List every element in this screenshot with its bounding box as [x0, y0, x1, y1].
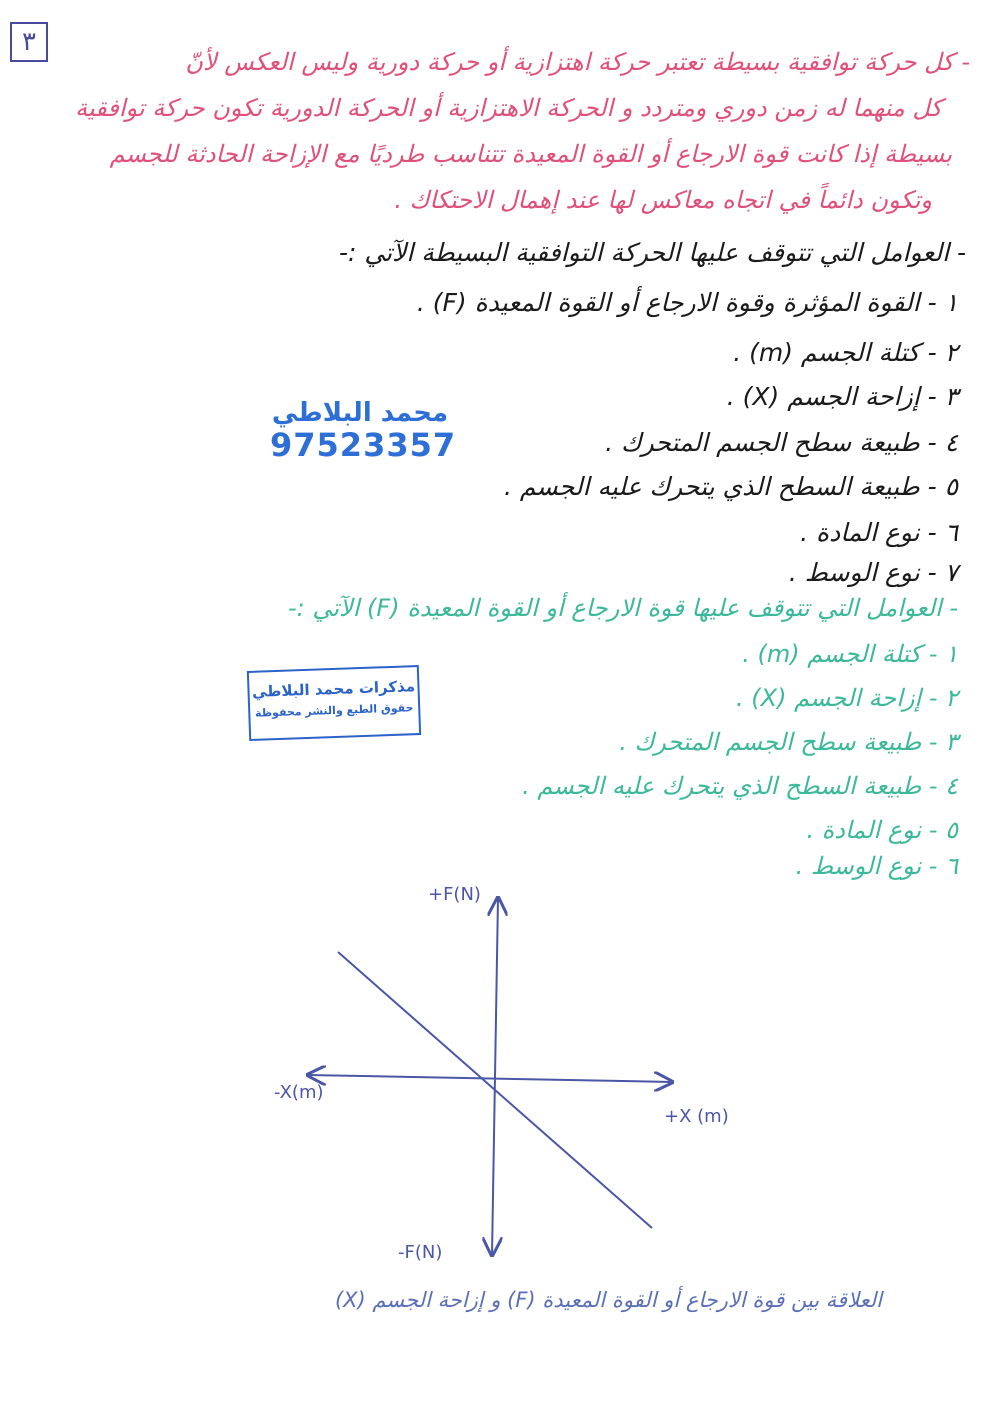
shm-factor-item: ١ - القوة المؤثرة وقوة الارجاع أو القوة المعيدة (F) . [416, 288, 958, 317]
y-axis [492, 898, 498, 1255]
shm-factor-item: ٦ - نوع المادة . [800, 518, 958, 547]
shm-factor-item: ٢ - كتلة الجسم (m) . [733, 338, 958, 367]
x-pos-label: +X (m) [664, 1106, 729, 1127]
x-axis [308, 1075, 672, 1082]
force-factors-title: - العوامل التي تتوقف عليها قوة الارجاع أو القوة المعيدة (F) الآتي :- [288, 594, 958, 622]
force-factor-item: ٥ - نوع المادة . [806, 816, 958, 844]
definition-line-3: بسيطة إذا كانت قوة الارجاع أو القوة المعيدة تتناسب طرديًا مع الإزاحة الحادثة للجسم [109, 140, 952, 168]
definition-line-2: كل منهما له زمن دوري ومتردد و الحركة الاهتزازية أو الحركة الدورية تكون حركة توافقية [75, 94, 942, 122]
author-phone: 97523357 [270, 426, 457, 464]
x-neg-label: -X(m) [274, 1082, 324, 1103]
force-displacement-graph [260, 870, 780, 1270]
y-neg-label: -F(N) [398, 1242, 443, 1263]
shm-factor-item: ٥ - طبيعة السطح الذي يتحرك عليه الجسم . [503, 472, 958, 501]
definition-line-1: - كل حركة توافقية بسيطة تعتبر حركة اهتزازية أو حركة دورية وليس العكس لأنّ [185, 48, 970, 76]
definition-line-4: وتكون دائماً في اتجاه معاكس لها عند إهمال الاحتكاك . [394, 186, 932, 214]
force-factor-item: ١ - كتلة الجسم (m) . [742, 640, 958, 668]
force-factor-item: ٤ - طبيعة السطح الذي يتحرك عليه الجسم . [522, 772, 958, 800]
force-factor-item: ٦ - نوع الوسط . [795, 852, 958, 880]
y-pos-label: +F(N) [428, 884, 481, 905]
force-factor-item: ٣ - طبيعة سطح الجسم المتحرك . [619, 728, 958, 756]
graph-caption: العلاقة بين قوة الارجاع أو القوة المعيدة (F) و إزاحة الجسم (X) [334, 1288, 882, 1312]
author-name: محمد البلاطي [271, 398, 449, 428]
force-line [338, 952, 652, 1228]
stamp-title: مذكرات محمد البلاطي [251, 677, 416, 701]
shm-factor-item: ٧ - نوع الوسط . [788, 558, 958, 587]
stamp-subtitle: حقوق الطبع والنشر محفوظة [254, 701, 414, 720]
author-brand [270, 398, 457, 464]
page-number: ٣ [10, 22, 48, 62]
force-factor-item: ٢ - إزاحة الجسم (X) . [736, 684, 958, 712]
shm-factors-title: - العوامل التي تتوقف عليها الحركة التوافقية البسيطة الآتي :- [338, 238, 966, 267]
copyright-stamp [247, 665, 421, 741]
shm-factor-item: ٤ - طبيعة سطح الجسم المتحرك . [605, 428, 958, 457]
shm-factor-item: ٣ - إزاحة الجسم (X) . [726, 382, 958, 411]
